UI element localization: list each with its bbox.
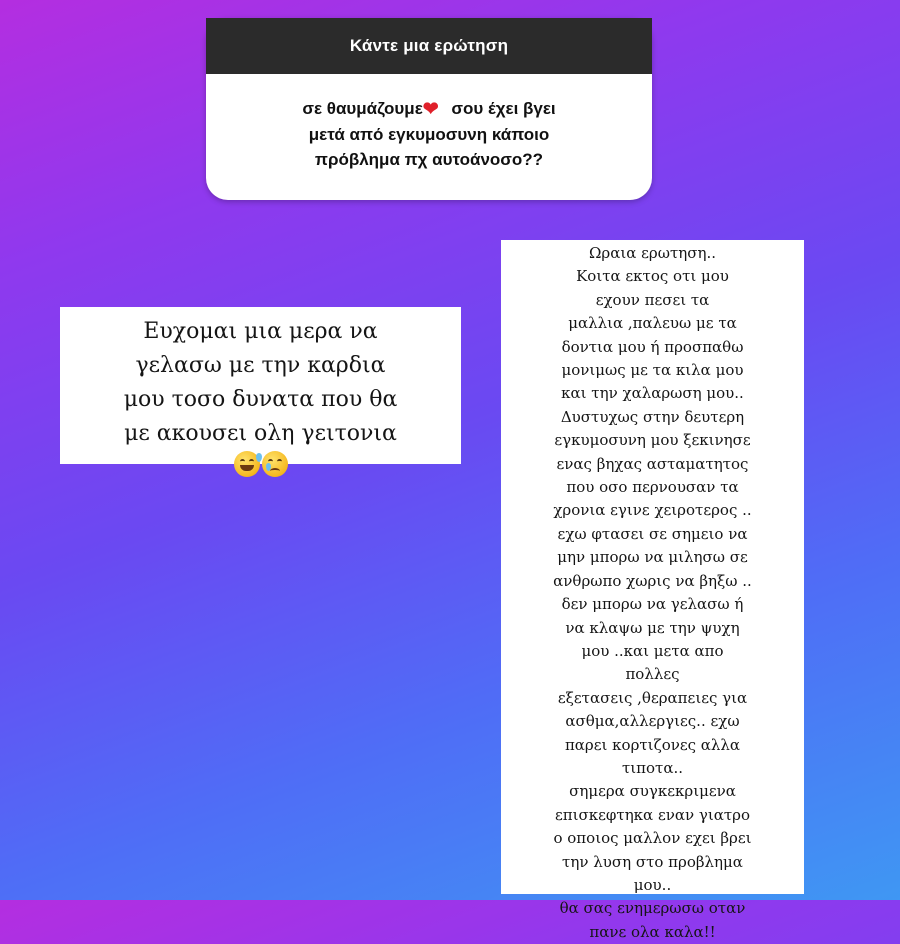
answer-line: και την χαλαρωση μου.. xyxy=(561,384,744,403)
answer-line: μονιμως με τα κιλα μου xyxy=(561,361,744,380)
answer-line: εγκυμοσυνη μου ξεκινησε xyxy=(554,431,751,450)
answer-line: μην μπορω να μιλησω σε xyxy=(557,548,748,567)
question-sticker[interactable] xyxy=(206,18,652,200)
answer-line: Δυστυχως στην δευτερη xyxy=(560,407,745,426)
grinning-sweat-emoji-icon xyxy=(234,451,260,477)
caption-text-box xyxy=(60,307,461,464)
answer-line: χρονια εγινε χειροτερος .. xyxy=(553,501,752,520)
answer-line: μου ..και μετα απο xyxy=(581,641,724,660)
answer-line: ανθρωπο χωρις να βηξω .. xyxy=(553,571,752,590)
red-heart-icon: ❤ xyxy=(422,99,439,120)
answer-line: που οσο περνουσαν τα xyxy=(566,478,739,497)
answer-line: εχω φτασει σε σημειο να xyxy=(557,524,748,543)
caption-line: Ευχομαι μια μερα να xyxy=(143,319,378,344)
answer-line: δεν μπορω να γελασω ή xyxy=(561,595,744,614)
emoji-row xyxy=(60,451,461,477)
answer-line: ασθμα,αλλεργιες.. εχω xyxy=(565,712,740,731)
question-line-1 xyxy=(224,96,634,122)
caption-line: γελασω με την καρδια xyxy=(135,353,386,378)
answer-text-box xyxy=(501,240,804,941)
answer-line: επισκεφτηκα εναν γιατρο xyxy=(555,805,750,824)
answer-line: εχουν πεσει τα xyxy=(595,290,710,309)
answer-line: πανε ολα καλα!! xyxy=(589,922,716,941)
question-line-1b-text: σου έχει βγει xyxy=(451,99,556,118)
question-line-3: πρόβλημα πχ αυτοάνοσο?? xyxy=(314,150,544,169)
answer-line: Κοιτα εκτος οτι μου xyxy=(576,267,729,286)
caption-line: μου τοσο δυνατα που θα xyxy=(123,387,398,412)
answer-line: να κλαψω με την ψυχη xyxy=(565,618,740,637)
answer-line: μου.. xyxy=(633,875,672,894)
answer-line: ενας βηχας ασταματητος xyxy=(556,454,749,473)
answer-line: τιποτα.. xyxy=(621,758,684,777)
smiling-tear-emoji-icon xyxy=(262,451,288,477)
answer-line: εξετασεις ,θεραπειες για xyxy=(557,688,748,707)
answer-line: σημερα συγκεκριμενα xyxy=(569,782,736,801)
question-text xyxy=(206,74,652,172)
question-line-2: μετά από εγκυμοσυνη κάποιο xyxy=(308,125,550,144)
answer-line: θα σας ενημερωσω οταν xyxy=(559,899,746,918)
question-header: Κάντε μια ερώτηση xyxy=(206,18,652,74)
answer-line: παρει κορτιζονες αλλα xyxy=(564,735,741,754)
answer-line: ο οποιος μαλλον εχει βρει xyxy=(553,829,752,848)
answer-line: την λυση στο προβλημα xyxy=(562,852,743,871)
answer-line: δοντια μου ή προσπαθω xyxy=(561,337,744,356)
answer-line: πολλες xyxy=(625,665,680,684)
question-line-1-text: σε θαυμάζουμε xyxy=(302,99,423,118)
answer-line: Ωραια ερωτηση.. xyxy=(588,244,717,262)
caption-line: με ακουσει ολη γειτονια xyxy=(124,421,397,446)
answer-line: μαλλια ,παλευω με τα xyxy=(568,314,737,333)
